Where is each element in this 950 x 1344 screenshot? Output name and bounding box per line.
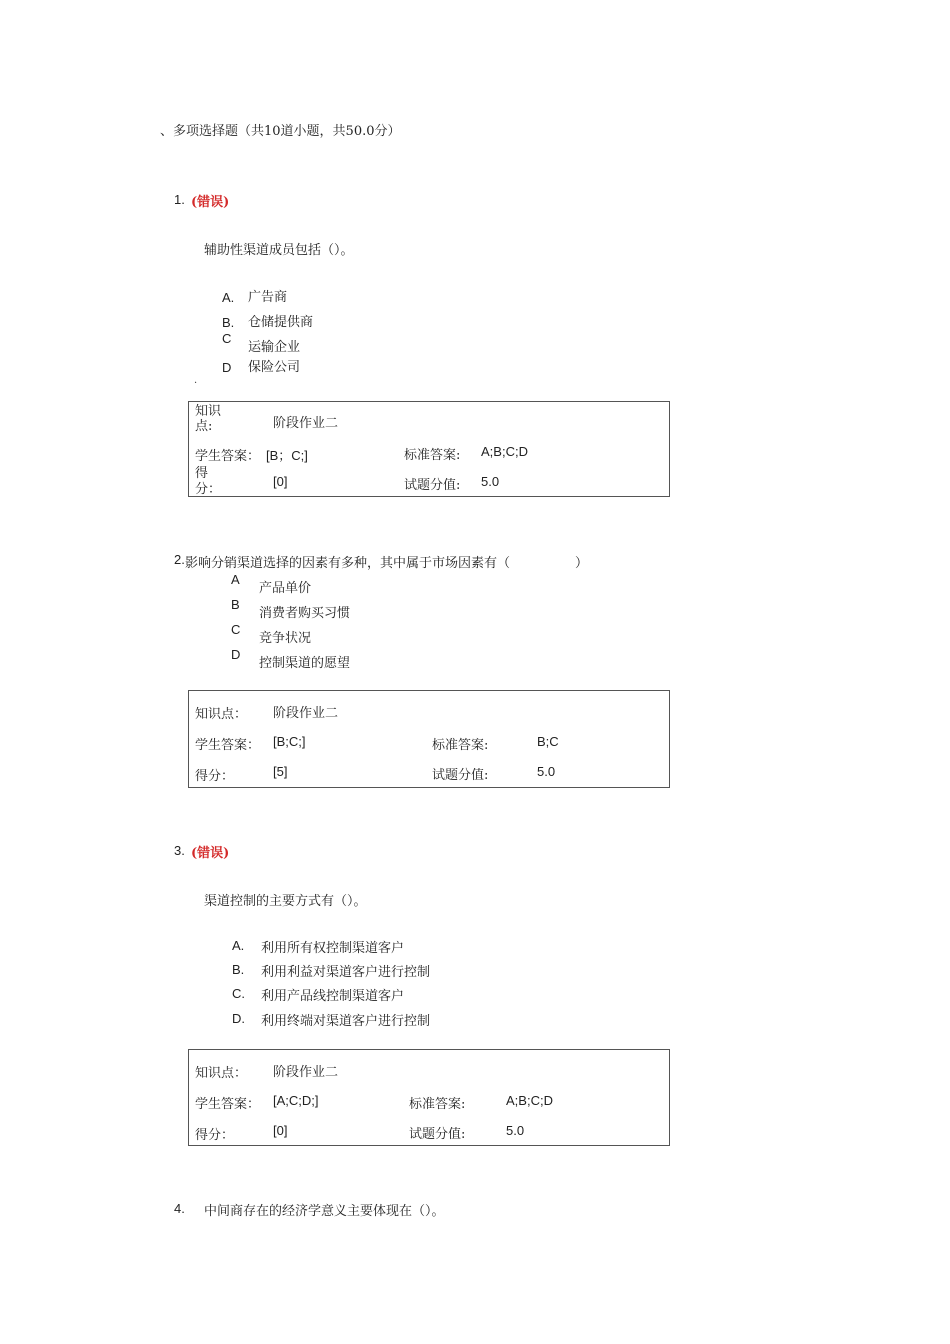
standard-answer-label: 标准答案: <box>404 448 461 463</box>
knowledge-point-label: 知识 点: <box>195 404 222 434</box>
question-number: 2. <box>174 552 185 567</box>
option-text: 保险公司 <box>248 360 301 375</box>
knowledge-point-value: 阶段作业二 <box>273 416 339 431</box>
option-text: 仓储提供商 <box>248 315 314 330</box>
option-letter: B. <box>232 962 245 977</box>
option-letter: D. <box>232 1011 245 1026</box>
option-letter: C <box>222 331 232 346</box>
option-text: 广告商 <box>248 290 288 305</box>
option-letter: A <box>231 572 240 587</box>
option-letter: C. <box>232 986 245 1001</box>
score-label: 得 分： <box>195 466 222 497</box>
score-value: [0] <box>273 1123 288 1138</box>
question-value-label: 试题分值: <box>404 478 461 493</box>
question-stem: 中间商存在的经济学意义主要体现在（）。 <box>204 1204 445 1219</box>
question-value-label: 试题分值: <box>409 1127 466 1142</box>
question-value: 5.0 <box>506 1123 525 1138</box>
option-letter: D <box>231 647 241 662</box>
standard-answer-value: A;B;C;D <box>481 444 528 459</box>
answer-info-box <box>188 401 670 497</box>
score-label: 得分： <box>195 1128 235 1143</box>
student-answer-label: 学生答案： <box>195 738 261 753</box>
score-label: 得分： <box>195 769 235 784</box>
student-answer-value: [B；C;] <box>266 448 308 463</box>
trailing-mark: · <box>194 378 198 389</box>
option-text: 消费者购买习惯 <box>259 606 351 621</box>
knowledge-point-value: 阶段作业二 <box>273 706 339 721</box>
section-title: 、多项选择题（共10道小题，共50.0分） <box>160 124 401 139</box>
question-value-label: 试题分值: <box>432 768 489 783</box>
score-value: [0] <box>273 474 288 489</box>
option-text: 利用所有权控制渠道客户 <box>261 941 405 956</box>
status-badge: (错误) <box>191 195 230 210</box>
question-number: 1. <box>174 192 185 207</box>
standard-answer-value: B;C <box>537 734 559 749</box>
student-answer-label: 学生答案： <box>195 449 261 464</box>
option-letter: B <box>231 597 240 612</box>
option-letter: A. <box>222 290 235 305</box>
question-stem: 影响分销渠道选择的因素有多种，其中属于市场因素有（ ） <box>185 556 589 571</box>
standard-answer-label: 标准答案: <box>409 1097 466 1112</box>
option-text: 竞争状况 <box>259 631 312 646</box>
knowledge-point-label: 知识点： <box>195 707 248 722</box>
question-value: 5.0 <box>481 474 500 489</box>
option-letter: A. <box>232 938 245 953</box>
question-value: 5.0 <box>537 764 556 779</box>
answer-info-box <box>188 690 670 788</box>
question-stem: 渠道控制的主要方式有（）。 <box>204 894 367 909</box>
student-answer-value: [A;C;D;] <box>273 1093 319 1108</box>
option-text: 利用利益对渠道客户进行控制 <box>261 965 431 980</box>
question-number: 3. <box>174 843 185 858</box>
score-value: [5] <box>273 764 288 779</box>
option-letter: D <box>222 360 232 375</box>
status-badge: (错误) <box>191 846 230 861</box>
option-text: 控制渠道的愿望 <box>259 656 351 671</box>
knowledge-point-label: 知识点： <box>195 1066 248 1081</box>
option-letter: B. <box>222 315 235 330</box>
standard-answer-value: A;B;C;D <box>506 1093 553 1108</box>
question-number: 4. <box>174 1201 185 1216</box>
option-text: 利用产品线控制渠道客户 <box>261 989 405 1004</box>
student-answer-value: [B;C;] <box>273 734 306 749</box>
standard-answer-label: 标准答案: <box>432 738 489 753</box>
option-text: 运输企业 <box>248 340 301 355</box>
option-letter: C <box>231 622 241 637</box>
option-text: 利用终端对渠道客户进行控制 <box>261 1014 431 1029</box>
option-text: 产品单价 <box>259 581 312 596</box>
knowledge-point-value: 阶段作业二 <box>273 1065 339 1080</box>
student-answer-label: 学生答案： <box>195 1097 261 1112</box>
question-stem: 辅助性渠道成员包括（）。 <box>204 243 354 258</box>
answer-info-box <box>188 1049 670 1146</box>
